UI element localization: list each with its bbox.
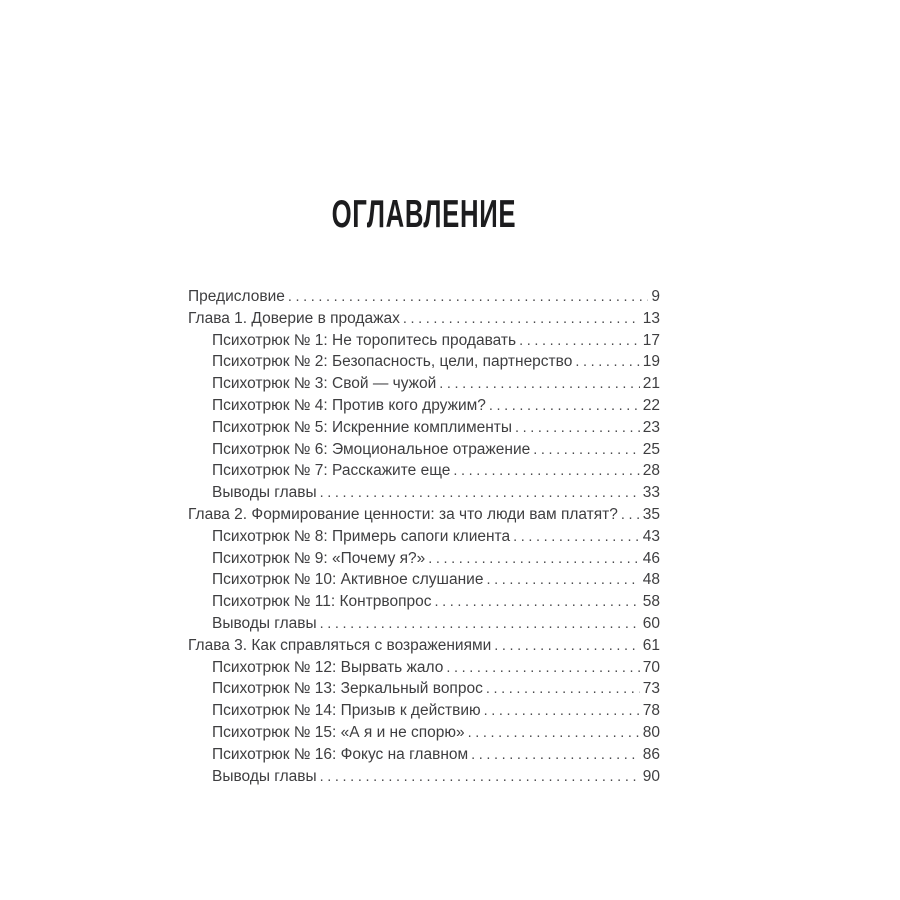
toc-entry-page: 43 (642, 527, 660, 545)
toc-entry-label: Психотрюк № 14: Призыв к действию (212, 702, 481, 720)
dot-leader (468, 722, 640, 745)
dot-leader (428, 548, 639, 571)
toc-entry (188, 351, 660, 373)
dot-leader (484, 700, 640, 723)
toc-entry (188, 526, 660, 548)
dot-leader (403, 308, 640, 331)
toc-entry-label: Выводы главы (212, 767, 317, 785)
page-title (188, 193, 660, 237)
toc-entry (188, 700, 660, 722)
toc-entry-page: 73 (642, 680, 660, 698)
dot-leader (446, 657, 639, 680)
page-title-text: ОГЛАВЛЕНИЕ (331, 193, 517, 236)
toc-entry-label: Психотрюк № 2: Безопасность, цели, партнерство (212, 353, 573, 371)
toc-entry-page: 17 (642, 331, 660, 349)
toc-entry-label: Психотрюк № 3: Свой — чужой (212, 375, 437, 393)
toc-entry-label: Психотрюк № 4: Против кого дружим? (212, 396, 486, 414)
toc-entry (188, 460, 660, 482)
toc-entry-label: Выводы главы (212, 484, 317, 502)
toc-entry-label: Психотрюк № 1: Не торопитесь продавать (212, 331, 517, 349)
toc-entry (188, 548, 660, 570)
dot-leader (575, 351, 639, 374)
toc-entry-page: 9 (651, 288, 660, 305)
toc-entry (188, 395, 660, 417)
toc-entry-page: 86 (642, 745, 660, 763)
toc-entry-page: 90 (642, 767, 660, 785)
toc-entry (188, 591, 660, 613)
toc-entry-page: 21 (642, 375, 660, 393)
toc-entry (188, 439, 660, 461)
dot-leader (288, 286, 649, 309)
toc-entry-page: 60 (642, 614, 660, 632)
toc-entry (188, 722, 660, 744)
dot-leader (320, 766, 640, 789)
toc-entry-label: Психотрюк № 16: Фокус на главном (212, 745, 469, 763)
toc-list (188, 286, 660, 787)
toc-entry (188, 766, 660, 788)
dot-leader (439, 373, 639, 396)
dot-leader (471, 744, 640, 767)
dot-leader (489, 395, 640, 418)
toc-entry-label: Предисловие (188, 288, 285, 305)
toc-entry-page: 28 (642, 462, 660, 480)
dot-leader (621, 504, 640, 527)
toc-entry (188, 417, 660, 439)
toc-entry-label: Психотрюк № 13: Зеркальный вопрос (212, 680, 483, 698)
dot-leader (515, 417, 640, 440)
toc-entry-page: 23 (642, 418, 660, 436)
toc-entry-page: 13 (642, 309, 660, 327)
dot-leader (533, 439, 639, 462)
dot-leader (486, 569, 639, 592)
toc-entry (188, 635, 660, 657)
toc-entry-page: 80 (642, 723, 660, 741)
toc-entry-label: Психотрюк № 5: Искренние комплименты (212, 418, 513, 436)
toc-entry-label: Психотрюк № 8: Примерь сапоги клиента (212, 527, 511, 545)
toc-entry-label: Психотрюк № 12: Вырвать жало (212, 658, 444, 676)
dot-leader (434, 591, 639, 614)
toc-entry (188, 569, 660, 591)
toc-entry (188, 613, 660, 635)
toc-entry (188, 744, 660, 766)
toc-entry (188, 330, 660, 352)
toc-entry-page: 35 (642, 505, 660, 523)
toc-entry-page: 58 (642, 593, 660, 611)
toc-entry-label: Психотрюк № 9: «Почему я?» (212, 549, 426, 567)
dot-leader (453, 460, 639, 483)
toc-entry-page: 78 (642, 702, 660, 720)
toc-entry-page: 19 (642, 353, 660, 371)
dot-leader (320, 482, 640, 505)
toc-entry-page: 48 (642, 571, 660, 589)
toc-entry-page: 61 (642, 636, 660, 654)
toc-entry-label: Глава 2. Формирование ценности: за что люди вам платят? (188, 505, 618, 523)
dot-leader (519, 330, 640, 353)
toc-entry (188, 286, 660, 308)
toc-entry (188, 373, 660, 395)
dot-leader (494, 635, 639, 658)
toc-entry-label: Психотрюк № 15: «А я и не спорю» (212, 723, 465, 741)
toc-entry-label: Психотрюк № 10: Активное слушание (212, 571, 484, 589)
dot-leader (486, 678, 640, 701)
dot-leader (513, 526, 640, 549)
toc-entry-page: 22 (642, 396, 660, 414)
toc-entry-label: Психотрюк № 11: Контрвопрос (212, 593, 432, 611)
toc-entry-page: 46 (642, 549, 660, 567)
toc-entry (188, 504, 660, 526)
toc-entry (188, 308, 660, 330)
toc-entry-label: Глава 3. Как справляться с возражениями (188, 636, 492, 654)
toc-entry (188, 657, 660, 679)
toc-entry (188, 482, 660, 504)
toc-entry (188, 678, 660, 700)
toc-entry-label: Глава 1. Доверие в продажах (188, 309, 400, 327)
toc-entry-page: 25 (642, 440, 660, 458)
toc-entry-page: 70 (642, 658, 660, 676)
toc-entry-label: Психотрюк № 6: Эмоциональное отражение (212, 440, 531, 458)
dot-leader (320, 613, 640, 636)
toc-entry-page: 33 (642, 484, 660, 502)
toc-entry-label: Психотрюк № 7: Расскажите еще (212, 462, 451, 480)
toc-entry-label: Выводы главы (212, 614, 317, 632)
